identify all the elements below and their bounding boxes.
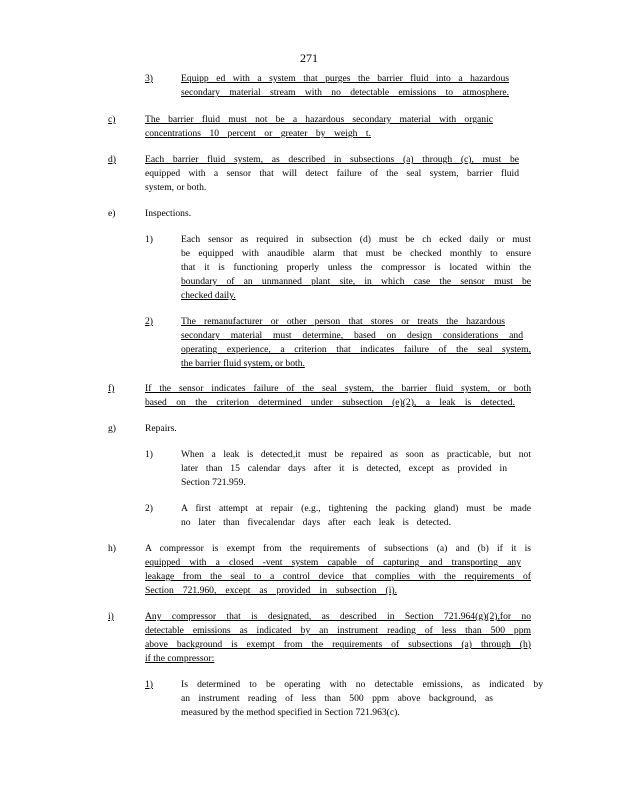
item-label-g2: 2) [145,503,153,514]
text-line: leakage from the seal to a control device that complies with the requirements of [145,571,531,582]
item-label-c: c) [108,114,116,125]
text-line: Each sensor as required in subsection (d) must be ch ecked daily or must [181,234,531,245]
text-line: Any compressor that is designated, as described in Section 721.964(g)(2),for no [145,611,531,622]
text-line: be equipped with anaudible alarm that must be checked monthly to ensure [181,248,531,259]
item-label-d: d) [108,154,116,165]
text-line: secondary material stream with no detectable emissions to atmosphere. [181,87,509,98]
paragraph-d [145,153,519,195]
paragraph-i [145,610,531,666]
paragraph-3-purge [181,72,509,100]
text-line: Inspections. [145,208,192,219]
text-line: detectable emissions as indicated by an instrument reading of less than 500 ppm [145,625,531,636]
item-label-g1: 1) [145,449,153,460]
text-line: Section 721.960, except as provided in subsection (i). [145,585,397,596]
text-line: system, or both. [145,182,207,193]
paragraph-g1 [181,448,531,490]
text-line: A compressor is exempt from the requirements of subsections (a) and (b) if it is [145,543,531,554]
text-line: The remanufacturer or other person that stores or treats the hazardous [181,316,505,327]
heading-inspections [145,207,191,221]
item-label-h: h) [108,543,116,554]
text-line: later than 15 calendar days after it is detected, except as provided in [181,463,507,474]
text-line: based on the criterion determined under subsection (e)(2), a leak is detected. [145,397,515,408]
paragraph-g2 [181,502,531,530]
item-label-e1: 1) [145,234,153,245]
text-line: equipped with a sensor that will detect failure of the seal system, barrier fluid [145,168,519,179]
item-label-i1: 1) [145,679,153,690]
text-line: boundary of an unmanned plant site, in which case the sensor must be [181,276,531,287]
item-label-i: i) [108,611,114,622]
text-line: Equipp ed with a system that purges the barrier fluid into a hazardous [181,73,509,84]
text-line: checked daily. [181,290,236,301]
text-line: Repairs. [145,423,177,434]
text-line: A first attempt at repair (e.g., tightening the packing gland) must be made [181,503,531,514]
text-line: The barrier fluid must not be a hazardous secondary material with organic [145,114,493,125]
paragraph-c [145,113,493,141]
item-label-e2: 2) [145,316,153,327]
text-line: Section 721.959. [181,477,246,488]
paragraph-i1 [181,678,543,720]
text-line: that it is functioning properly unless the compressor is located within the [181,262,531,273]
item-label-e: e) [108,208,116,219]
heading-repairs [145,422,177,436]
text-line: no later than fivecalendar days after each leak is detected. [181,517,451,528]
text-line: if the compressor: [145,653,215,664]
text-line: operating experience, a criterion that indicates failure of the seal system, [181,344,531,355]
paragraph-f [145,382,531,410]
text-line: equipped with a closed -vent system capable of capturing and transporting any [145,557,521,568]
paragraph-h [145,542,531,598]
text-line: the barrier fluid system, or both. [181,358,305,369]
item-label-f: f) [108,383,115,394]
text-line: When a leak is detected,it must be repaired as soon as practicable, but not [181,449,531,460]
paragraph-e1 [181,233,531,303]
text-line: Is determined to be operating with no detectable emissions, as indicated by [181,679,543,690]
paragraph-e2 [181,315,531,371]
text-line: above background is exempt from the requirements of subsections (a) through (h) [145,639,531,650]
text-line: an instrument reading of less than 500 ppm above background, as [181,693,493,704]
text-line: If the sensor indicates failure of the seal system, the barrier fluid system, or both [145,383,531,394]
text-line: concentrations 10 percent or greater by weigh t. [145,128,371,139]
text-line: secondary material must determine, based on design considerations and [181,330,523,341]
item-label-3: 3) [145,73,153,84]
text-line: Each barrier fluid system, as described in subsections (a) through (c), must be [145,154,519,165]
text-line: measured by the method specified in Section 721.963(c). [181,707,400,718]
page-number: 271 [300,51,318,65]
item-label-g: g) [108,423,116,434]
